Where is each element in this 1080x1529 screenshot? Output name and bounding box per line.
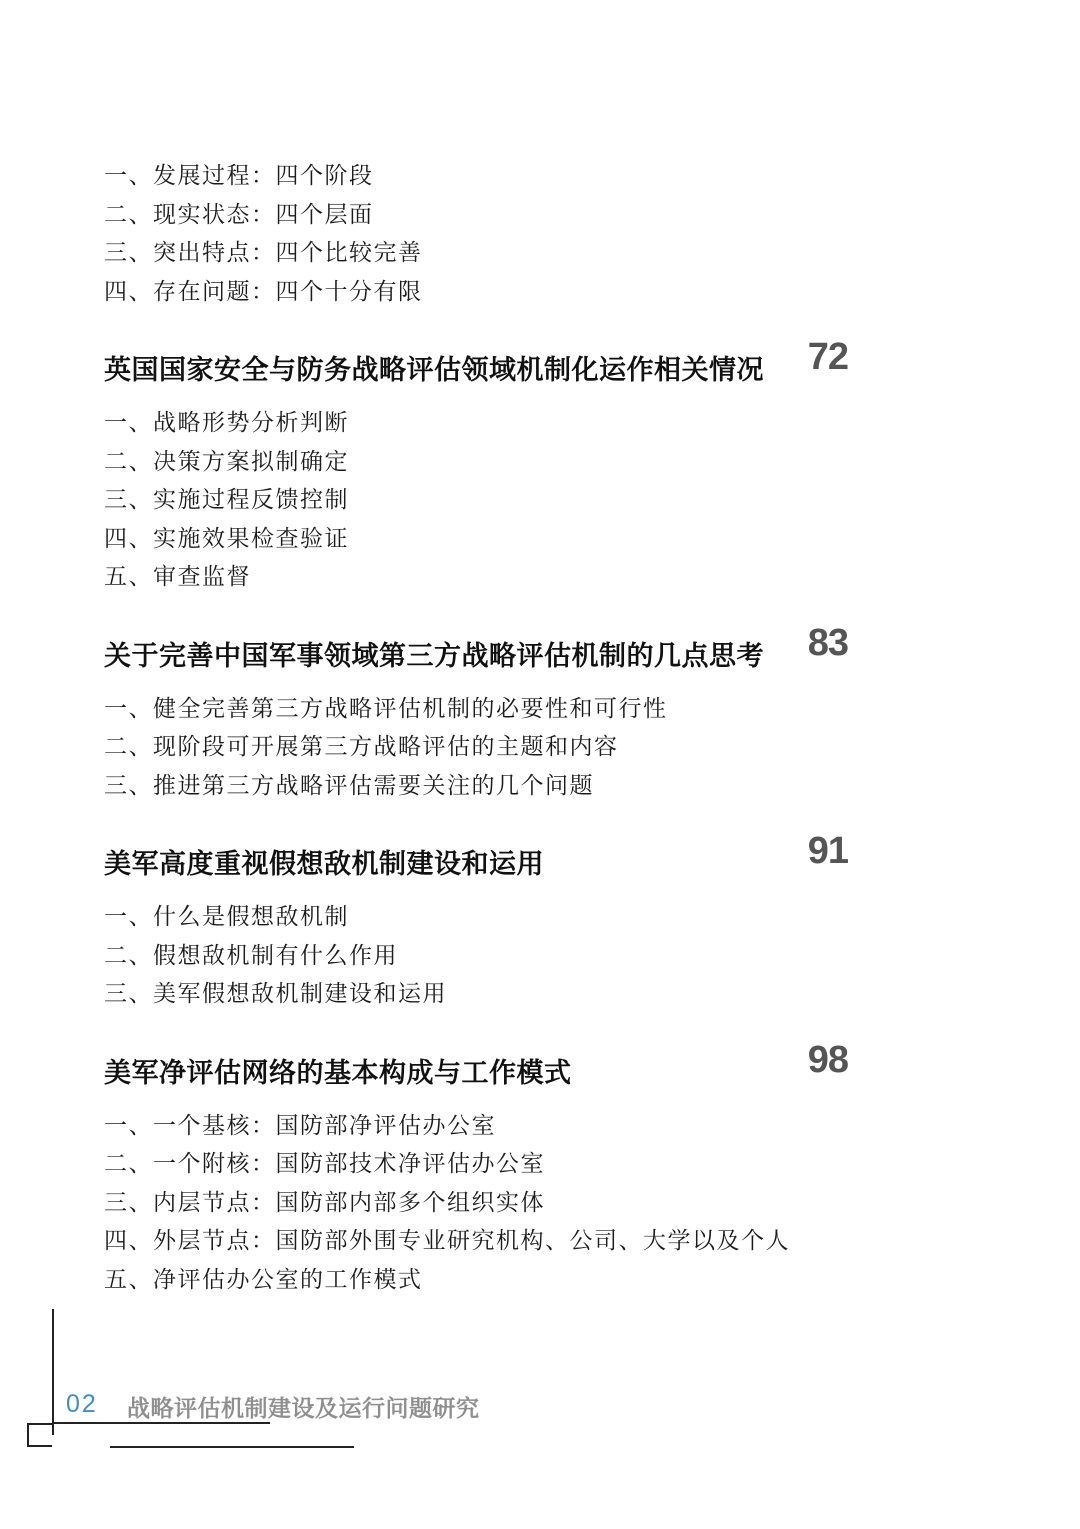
chapter-title: 美军高度重视假想敌机制建设和运用 bbox=[104, 849, 544, 880]
toc-item[interactable]: 三、突出特点：四个比较完善 bbox=[104, 240, 423, 266]
intro-section bbox=[104, 157, 864, 311]
toc-item[interactable]: 二、一个附核：国防部技术净评估办公室 bbox=[104, 1151, 545, 1177]
chapter-page-number: 72 bbox=[807, 336, 848, 378]
toc-item[interactable]: 三、内层节点：国防部内部多个组织实体 bbox=[104, 1189, 545, 1216]
chapter-title: 英国国家安全与防务战略评估领域机制化运作相关情况 bbox=[104, 355, 764, 386]
toc-item[interactable]: 三、实施过程反馈控制 bbox=[104, 487, 349, 513]
toc-item[interactable]: 二、现实状态：四个层面 bbox=[104, 201, 374, 228]
toc-item[interactable]: 一、发展过程：四个阶段 bbox=[104, 163, 374, 189]
chapter-section bbox=[104, 336, 864, 597]
toc-item[interactable]: 二、决策方案拟制确定 bbox=[104, 448, 349, 475]
chapter-page-number: 98 bbox=[807, 1038, 848, 1081]
chapter-title: 关于完善中国军事领域第三方战略评估机制的几点思考 bbox=[104, 640, 764, 672]
chapter-section bbox=[104, 830, 864, 1014]
footer-corner-mark bbox=[27, 1423, 52, 1447]
toc-item[interactable]: 四、存在问题：四个十分有限 bbox=[104, 278, 423, 305]
chapter-heading[interactable] bbox=[104, 622, 864, 678]
toc-item[interactable]: 一、健全完善第三方战略评估机制的必要性和可行性 bbox=[104, 695, 668, 722]
chapter-section bbox=[104, 622, 864, 806]
footer-book-title: 战略评估机制建设及运行问题研究 bbox=[127, 1395, 480, 1422]
toc-item[interactable]: 五、净评估办公室的工作模式 bbox=[104, 1266, 423, 1293]
toc-item[interactable]: 二、假想敌机制有什么作用 bbox=[104, 942, 398, 969]
chapter-heading[interactable] bbox=[104, 830, 864, 886]
chapter-heading[interactable] bbox=[104, 336, 864, 392]
chapter-section bbox=[104, 1039, 864, 1300]
chapter-heading[interactable] bbox=[104, 1039, 864, 1095]
toc-item[interactable]: 五、审查监督 bbox=[104, 564, 251, 590]
table-of-contents bbox=[104, 157, 864, 1299]
chapter-page-number: 91 bbox=[807, 830, 848, 872]
chapter-title: 美军净评估网络的基本构成与工作模式 bbox=[104, 1057, 572, 1089]
toc-item[interactable]: 三、美军假想敌机制建设和运用 bbox=[104, 981, 447, 1007]
footer-vertical-rule bbox=[52, 1309, 54, 1435]
toc-item[interactable]: 一、一个基核：国防部净评估办公室 bbox=[104, 1112, 496, 1139]
footer-page-number: 02 bbox=[66, 1390, 98, 1418]
toc-item[interactable]: 四、实施效果检查验证 bbox=[104, 525, 349, 552]
footer-underline-rule bbox=[110, 1446, 354, 1448]
toc-item[interactable]: 三、推进第三方战略评估需要关注的几个问题 bbox=[104, 772, 594, 799]
toc-item[interactable]: 四、外层节点：国防部外围专业研究机构、公司、大学以及个人 bbox=[104, 1228, 790, 1254]
toc-item[interactable]: 一、战略形势分析判断 bbox=[104, 410, 349, 436]
toc-item[interactable]: 二、现阶段可开展第三方战略评估的主题和内容 bbox=[104, 734, 619, 760]
chapter-page-number: 83 bbox=[807, 621, 848, 664]
toc-item[interactable]: 一、什么是假想敌机制 bbox=[104, 904, 349, 930]
